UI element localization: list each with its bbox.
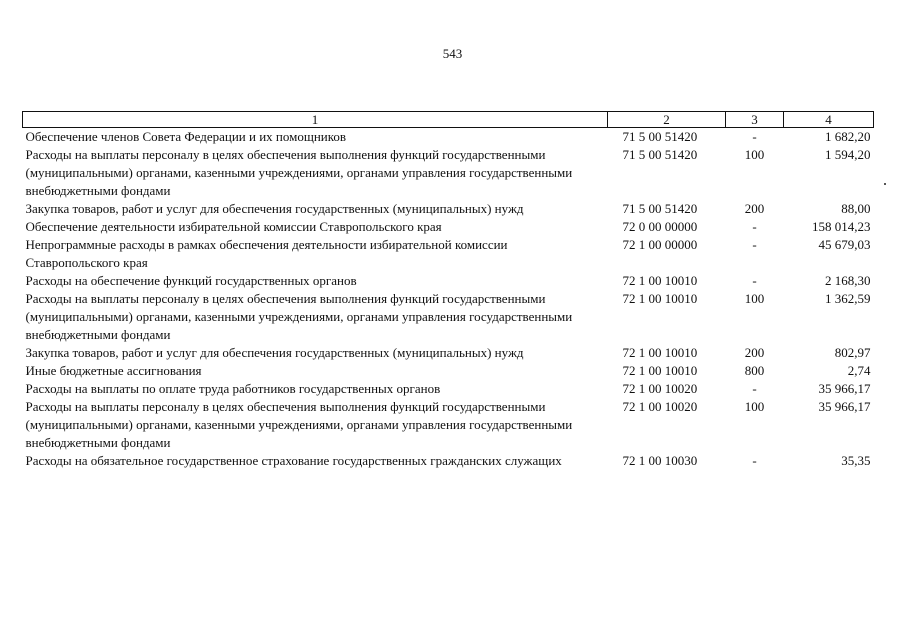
- expense-name-cell: Непрограммные расходы в рамках обеспечения деятельности избирательной комиссии Ставропольского края: [25, 237, 508, 270]
- expense-name-cell: Расходы на выплаты по оплате труда работников государственных органов: [25, 381, 441, 396]
- table-header: [23, 112, 874, 128]
- target-code-cell: 71 5 00 51420: [622, 147, 698, 162]
- target-code-cell: 72 1 00 10010: [622, 363, 698, 378]
- expense-type-cell: -: [752, 129, 757, 144]
- header-col-4: 4: [784, 112, 874, 128]
- table-row: [23, 362, 874, 380]
- table-body: [23, 128, 874, 471]
- amount-cell: 35 966,17: [818, 399, 871, 414]
- scan-speck: [884, 183, 886, 185]
- table-row: [23, 146, 874, 200]
- amount-cell: 1 682,20: [825, 129, 871, 144]
- expense-type-cell: -: [752, 453, 757, 468]
- expense-type-cell: 200: [744, 201, 765, 216]
- expense-name-cell: Обеспечение членов Совета Федерации и их помощников: [25, 129, 347, 144]
- amount-cell: 802,97: [834, 345, 871, 360]
- header-col-1: 1: [23, 112, 608, 128]
- target-code-cell: 72 1 00 10010: [622, 273, 698, 288]
- expense-type-cell: 800: [744, 363, 765, 378]
- table-row: [23, 344, 874, 362]
- table-row: [23, 380, 874, 398]
- table-row: [23, 218, 874, 236]
- expense-type-cell: 100: [744, 291, 765, 306]
- expense-type-cell: 100: [744, 147, 765, 162]
- expense-name-cell: Иные бюджетные ассигнования: [25, 363, 202, 378]
- table-row: [23, 398, 874, 452]
- table-row: [23, 200, 874, 218]
- amount-cell: 35,35: [841, 453, 871, 468]
- expense-name-cell: Расходы на выплаты персоналу в целях обеспечения выполнения функций государственными (муниципальными) органами, казенными учреждениями, органами управления государственными внебюджетными фондами: [25, 147, 573, 198]
- expense-type-cell: -: [752, 273, 757, 288]
- header-col-2: 2: [608, 112, 726, 128]
- target-code-cell: 71 5 00 51420: [622, 201, 698, 216]
- amount-cell: 2 168,30: [825, 273, 871, 288]
- table-row: [23, 236, 874, 272]
- budget-table: [22, 111, 874, 470]
- expense-name-cell: Обеспечение деятельности избирательной комиссии Ставропольского края: [25, 219, 442, 234]
- expense-name-cell: Расходы на выплаты персоналу в целях обеспечения выполнения функций государственными (муниципальными) органами, казенными учреждениями, органами управления государственными внебюджетными фондами: [25, 291, 573, 342]
- table-row: [23, 290, 874, 344]
- expense-name-cell: Расходы на обязательное государственное страхование государственных гражданских служащих: [25, 453, 562, 468]
- target-code-cell: 72 1 00 10010: [622, 291, 698, 306]
- expense-name-cell: Закупка товаров, работ и услуг для обеспечения государственных (муниципальных) нужд: [25, 201, 524, 216]
- expense-name-cell: Закупка товаров, работ и услуг для обеспечения государственных (муниципальных) нужд: [25, 345, 524, 360]
- target-code-cell: 72 1 00 10010: [622, 345, 698, 360]
- expense-type-cell: -: [752, 219, 757, 234]
- table-row: [23, 128, 874, 147]
- expense-type-cell: 100: [744, 399, 765, 414]
- expense-type-cell: -: [752, 381, 757, 396]
- expense-type-cell: 200: [744, 345, 765, 360]
- target-code-cell: 72 1 00 10030: [622, 453, 698, 468]
- header-col-3: 3: [726, 112, 784, 128]
- expense-name-cell: Расходы на выплаты персоналу в целях обеспечения выполнения функций государственными (муниципальными) органами, казенными учреждениями, органами управления государственными внебюджетными фондами: [25, 399, 573, 450]
- target-code-cell: 71 5 00 51420: [622, 129, 698, 144]
- amount-cell: 1 594,20: [825, 147, 871, 162]
- target-code-cell: 72 1 00 10020: [622, 399, 698, 414]
- amount-cell: 2,74: [847, 363, 871, 378]
- table-row: [23, 272, 874, 290]
- amount-cell: 35 966,17: [818, 381, 871, 396]
- table-row: [23, 452, 874, 470]
- target-code-cell: 72 1 00 00000: [622, 237, 698, 252]
- target-code-cell: 72 1 00 10020: [622, 381, 698, 396]
- amount-cell: 45 679,03: [818, 237, 871, 252]
- amount-cell: 88,00: [841, 201, 871, 216]
- target-code-cell: 72 0 00 00000: [622, 219, 698, 234]
- amount-cell: 158 014,23: [812, 219, 871, 234]
- page-number: 543: [442, 46, 463, 61]
- expense-name-cell: Расходы на обеспечение функций государственных органов: [25, 273, 357, 288]
- header-row: [23, 112, 874, 128]
- amount-cell: 1 362,59: [825, 291, 871, 306]
- expense-type-cell: -: [752, 237, 757, 252]
